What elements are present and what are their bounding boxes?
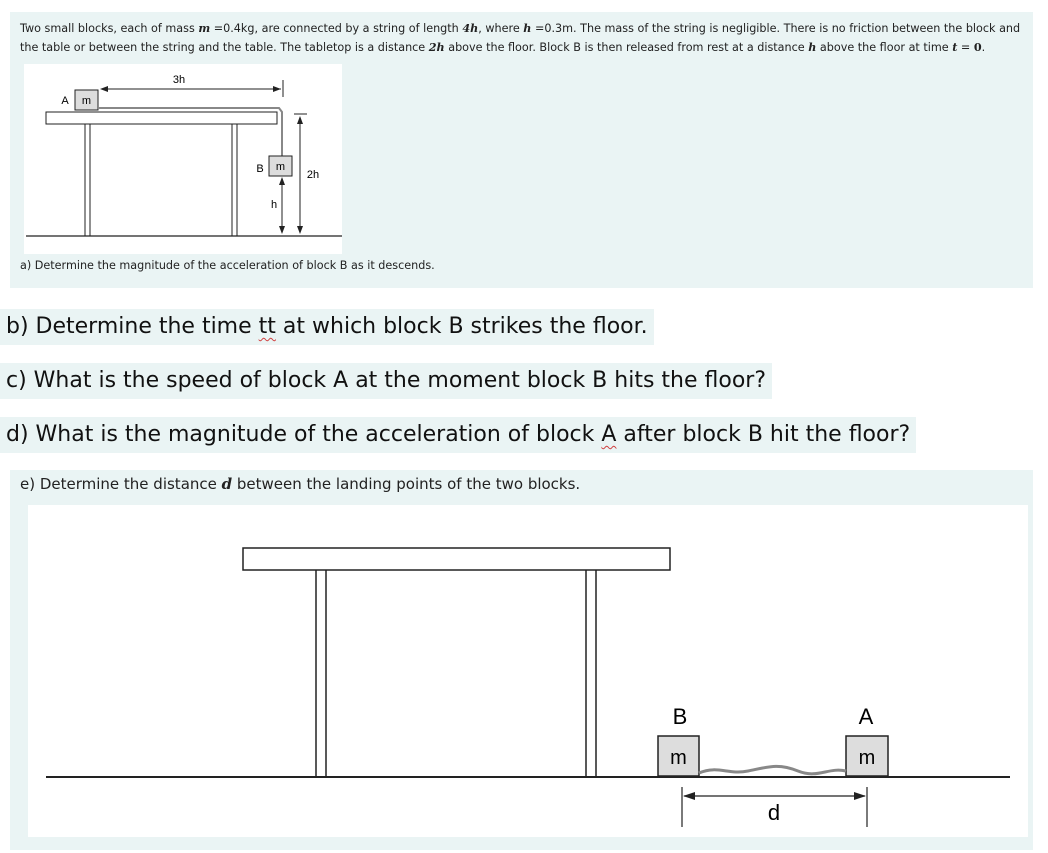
setup-figure — [24, 64, 342, 254]
block-b-label: B — [672, 704, 688, 729]
spellcheck-mark-a: A — [601, 422, 617, 447]
question-b: b) Determine the time tt at which block B strikes the floor. — [0, 309, 654, 345]
block-a-mass: m — [81, 95, 92, 107]
string — [699, 766, 846, 773]
block-a-label: A — [61, 95, 69, 107]
t-symbol: t — [952, 40, 958, 54]
d-dim-label: d — [767, 800, 781, 825]
dist-3h-label: 3h — [172, 74, 186, 86]
landing-figure — [28, 505, 1028, 837]
question-d: d) What is the magnitude of the acceleration of block A after block B hit the floor? — [0, 417, 916, 453]
d-symbol: d — [221, 475, 233, 493]
h-dim-label: h — [270, 199, 278, 211]
question-c: c) What is the speed of block A at the moment block B hits the floor? — [0, 363, 772, 399]
mass-symbol: m — [198, 21, 211, 35]
question-e: e) Determine the distance d between the landing points of the two blocks. — [20, 475, 581, 493]
block-b-mass: m — [275, 161, 286, 173]
two-h-symbol: 2h — [428, 40, 445, 54]
question-a: a) Determine the magnitude of the acceleration of block B as it descends. — [20, 259, 435, 272]
string-length-symbol: 4h — [462, 21, 479, 35]
block-b-mass: m — [670, 747, 687, 769]
block-b-label: B — [256, 163, 264, 175]
spellcheck-mark: tt — [258, 314, 276, 339]
block-a-mass: m — [858, 747, 876, 769]
h-symbol: h — [523, 21, 532, 35]
two-h-dim-label: 2h — [306, 169, 320, 181]
block-a-label: A — [858, 704, 874, 729]
tabletop — [243, 548, 670, 570]
tabletop — [46, 112, 277, 124]
problem-statement: Two small blocks, each of mass m =0.4kg, are connected by a string of length 4h, where h =0.3m. The mass of the string is negligible. There is no friction between the block and the table or between the string and the table. The tabletop is a distance 2h above the floor. Block B is then released from rest at a distance h above the floor at time t = 0. — [20, 21, 1021, 54]
